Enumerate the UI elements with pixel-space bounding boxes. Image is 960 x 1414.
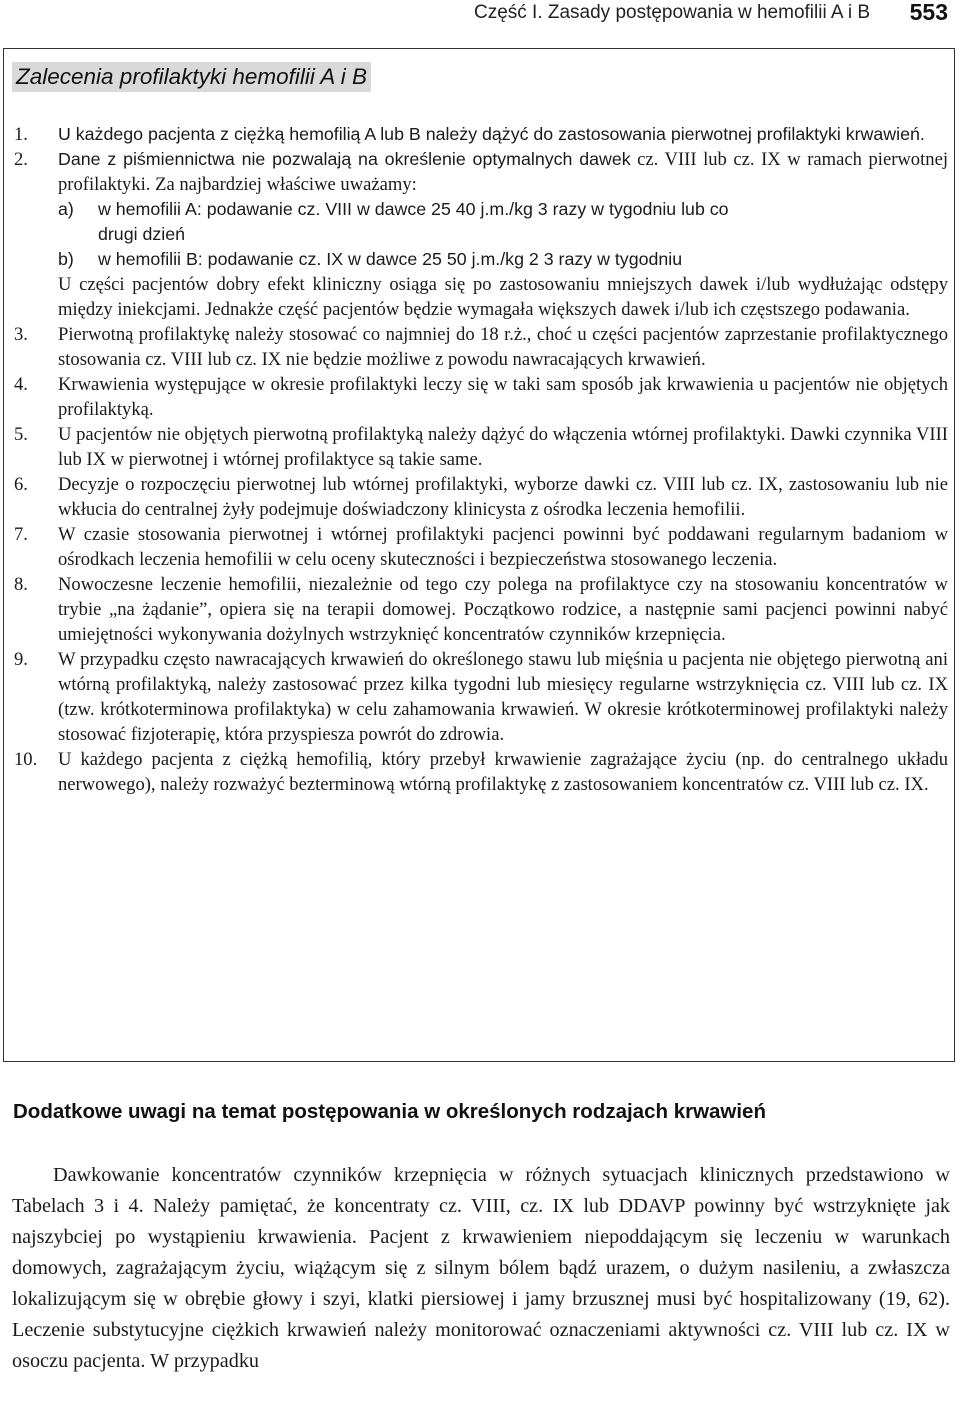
- item-text-after: U części pacjentów dobry efekt kliniczny osiąga się po zastosowaniu mniejszych dawek i/lub wydłużając odstępy między iniekcjami. Jednakże część pacjentów będzie wymagała większych dawek i/lub ich częstszego podawania.: [58, 274, 948, 320]
- item-text: W przypadku często nawracających krwawień do określonego stawu lub mięśnia u pacjenta nie objętego pierwotną ani wtórną profilaktyką, należy zastosować przez kilka tygodni lub miesięcy regularne wstrzyknięcia cz. VIII lub cz. IX (tzw. krótkoterminowa profilaktyka) w celu zahamowania krwawień. W okresie krótkoterminowej profilaktyki należy stosować fizjoterapię, która przyspiesza powrót do zdrowia.: [58, 649, 948, 745]
- sub-item-text: w hemofilii A: podawanie cz. VIII w dawce 25 40 j.m./kg 3 razy w tygodniu lub co: [98, 199, 729, 219]
- body-paragraph: Dawkowanie koncentratów czynników krzepnięcia w różnych sytuacjach klinicznych przedstawiono w Tabelach 3 i 4. Należy pamiętać, że koncentraty cz. VIII, cz. IX lub DDAVP powinny być wstrzyknięte jak najszybciej po wystąpieniu krwawienia. Pacjent z krwawieniem niepoddającym się leczeniu w warunkach domowych, zagrażającym życiu, wiążącym się z silnym bólem bądź urazem, o dużym nasileniu, a zwłaszcza lokalizującym się w obrębie głowy i szyi, klatki piersiowej i jamy brzusznej musi być hospitalizowany (19, 62). Leczenie substytucyjne ciężkich krwawień należy monitorować oznaczeniami aktywności cz. VIII lub cz. IX w osoczu pacjenta. W przypadku: [12, 1164, 950, 1372]
- sub-item-b: [58, 247, 948, 272]
- list-item: [14, 422, 948, 472]
- item-text: W czasie stosowania pierwotnej i wtórnej profilaktyki pacjenci powinni być poddawani regularnym badaniom w ośrodkach leczenia hemofilii w celu oceny skuteczności i bezpieczeństwa stosowanego leczenia.: [58, 524, 948, 570]
- list-item: [14, 372, 948, 422]
- sub-item-a: [58, 197, 948, 247]
- page-number: 553: [909, 0, 948, 25]
- item-number: 6.: [14, 474, 28, 495]
- item-number: 3.: [14, 324, 28, 345]
- item-text: Nowoczesne leczenie hemofilii, niezależnie od tego czy polega na profilaktyce czy na stosowaniu koncentratów w trybie „na żądanie”, opiera się na terapii domowej. Początkowo rodzice, a następnie sami pacjenci powinni nabyć umiejętności wykonywania dożylnych wstrzyknięć koncentratów czynników krzepnięcia.: [58, 574, 948, 645]
- item-number: 7.: [14, 524, 28, 545]
- sub-item-continuation: drugi dzień: [98, 224, 185, 244]
- item-number: 4.: [14, 374, 28, 395]
- recommendations-list: [14, 122, 948, 797]
- section-heading: Dodatkowe uwagi na temat postępowania w określonych rodzajach krwawień: [13, 1100, 766, 1123]
- item-text: [58, 147, 948, 197]
- list-item: [14, 122, 948, 147]
- item-number: 10.: [14, 749, 38, 770]
- sub-item-text: w hemofilii B: podawanie cz. IX w dawce 25 50 j.m./kg 2 3 razy w tygodniu: [98, 249, 683, 269]
- list-item: [14, 472, 948, 522]
- item-text: Krwawienia występujące w okresie profilaktyki leczy się w taki sam sposób jak krwawienia u pacjentów nie objętych profilaktyką.: [58, 374, 948, 420]
- recommendations-title: Zalecenia profilaktyki hemofilii A i B: [12, 62, 371, 92]
- item-number: 9.: [14, 649, 28, 670]
- item-text: U każdego pacjenta z ciężką hemofilią A lub B należy dążyć do zastosowania pierwotnej profilaktyki krwawień.: [58, 124, 925, 144]
- item-text: Pierwotną profilaktykę należy stosować co najmniej do 18 r.ż., choć u części pacjentów zaprzestanie profilaktycznego stosowania cz. VIII lub cz. IX nie będzie możliwe z powodu nawracających krwawień.: [58, 324, 948, 370]
- sub-item-label: b): [58, 249, 74, 269]
- item-number: 2.: [14, 149, 28, 170]
- list-item: [14, 322, 948, 372]
- item-number: 8.: [14, 574, 28, 595]
- running-title: Część I. Zasady postępowania w hemofilii A i B: [473, 2, 870, 23]
- item-number: 1.: [14, 124, 28, 145]
- list-item: [14, 747, 948, 797]
- sub-item-label: a): [58, 199, 74, 219]
- item-text: U każdego pacjenta z ciężką hemofilią, który przebył krwawienie zagrażające życiu (np. do centralnego układu nerwowego), należy rozważyć bezterminową wtórną profilaktykę z zastosowaniem koncentratów cz. VIII lub cz. IX.: [58, 749, 948, 795]
- item-text: U pacjentów nie objętych pierwotną profilaktyką należy dążyć do włączenia wtórnej profilaktyki. Dawki czynnika VIII lub IX w pierwotnej i wtórnej profilaktyce są takie same.: [58, 424, 948, 470]
- item-text-part: cz. VIII lub cz. IX w ramach pierwotnej profilaktyki.: [58, 149, 948, 195]
- item-number: 5.: [14, 424, 28, 445]
- list-item: [14, 147, 948, 322]
- item-text-part: Dane z piśmiennictwa nie pozwalają na określenie optymalnych dawek: [58, 149, 631, 169]
- item-text-part: Za najbardziej właściwe uważamy:: [155, 174, 417, 195]
- list-item: [14, 572, 948, 647]
- list-item: [14, 522, 948, 572]
- running-header: [0, 0, 960, 30]
- item-text: Decyzje o rozpoczęciu pierwotnej lub wtórnej profilaktyki, wyborze dawki cz. VIII lub cz. IX, zastosowaniu lub nie wkłucia do centralnej żyły podejmuje doświadczony klinicysta z ośrodka leczenia hemofilii.: [58, 474, 948, 520]
- list-item: [14, 647, 948, 747]
